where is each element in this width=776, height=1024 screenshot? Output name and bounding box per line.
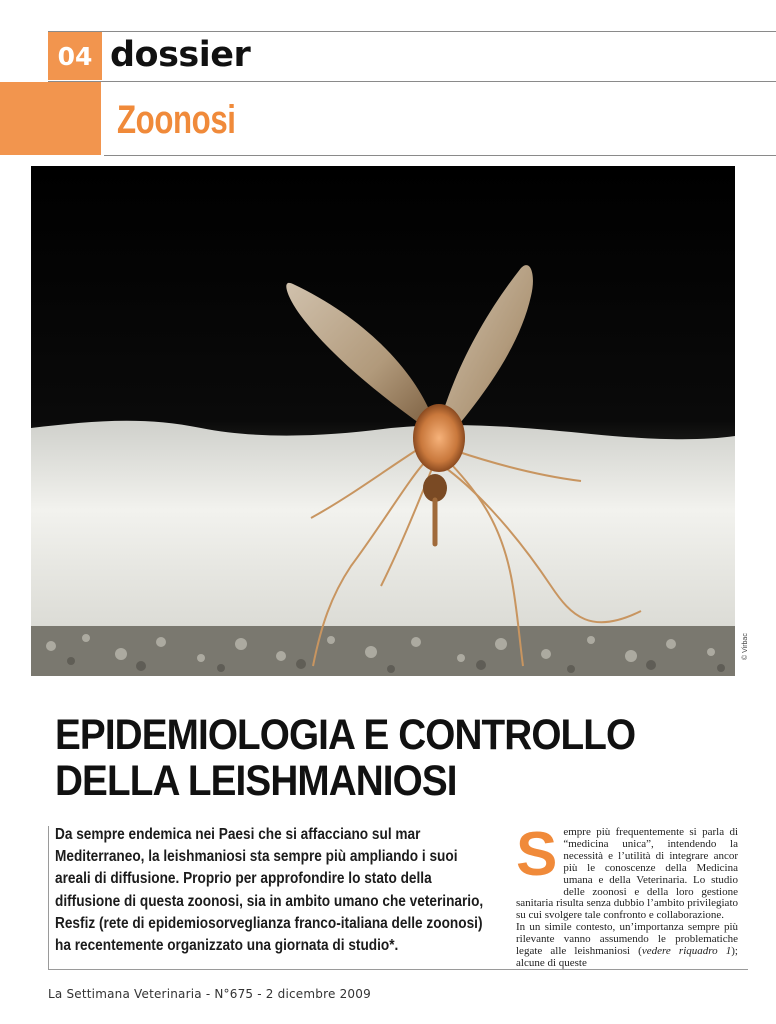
body-paragraph-2-end: ); alcune di queste [516, 945, 738, 969]
section-title: dossier [110, 35, 251, 75]
section-number: 04 [48, 32, 102, 80]
topic-divider [101, 82, 105, 155]
topic-color-block [0, 82, 101, 155]
box-reference-link: vedere riquadro 1 [641, 945, 732, 958]
header-bottom-rule [104, 155, 776, 156]
article-headline [55, 712, 685, 804]
topic-title: Zoonosi [117, 98, 236, 142]
article-body [516, 820, 738, 970]
body-paragraph-1: empre più frequentemente si parla di “medicina unica”, intendendo la necessità e l’utilità di integrare ancor più le conoscenze della Medicina umana e della Veterinaria. Lo studio delle zoonosi e della loro gestione sanitaria risulta senza dubbio l’ambito privilegiato su cui svolgere tale confronto e collaborazione. [516, 826, 738, 922]
headline-line-1: EPIDEMIOLOGIA E CONTROLLO [55, 711, 636, 759]
sandfly-photo [31, 166, 735, 676]
headline-line-2: DELLA LEISHMANIOSI [55, 757, 457, 805]
body-paragraph-2-start: In un simile contesto, un’importanza sempre più rilevante vanno assumendo le problematiche legate alle leishmaniosi ( [516, 921, 738, 958]
lead-frame-left [48, 826, 49, 969]
photo-credit: © Virbac [742, 633, 749, 660]
page-footer: La Settimana Veterinaria - N°675 - 2 dicembre 2009 [48, 987, 371, 1001]
drop-cap: S [516, 820, 558, 889]
article-lead: Da sempre endemica nei Paesi che si affacciano sul mar Mediterraneo, la leishmaniosi sta sempre più ampliando i suoi areali di diffusione. Proprio per approfondire lo stato della diffusione di questa zoonosi, sia in ambito umano che veterinario, Resfiz (rete di epidemiosorveglianza franco-italiana delle zoonosi) ha recentemente organizzato una giornata di studio*. [55, 826, 484, 955]
header-middle-rule [48, 81, 776, 82]
body-paragraph-2 [516, 922, 738, 970]
